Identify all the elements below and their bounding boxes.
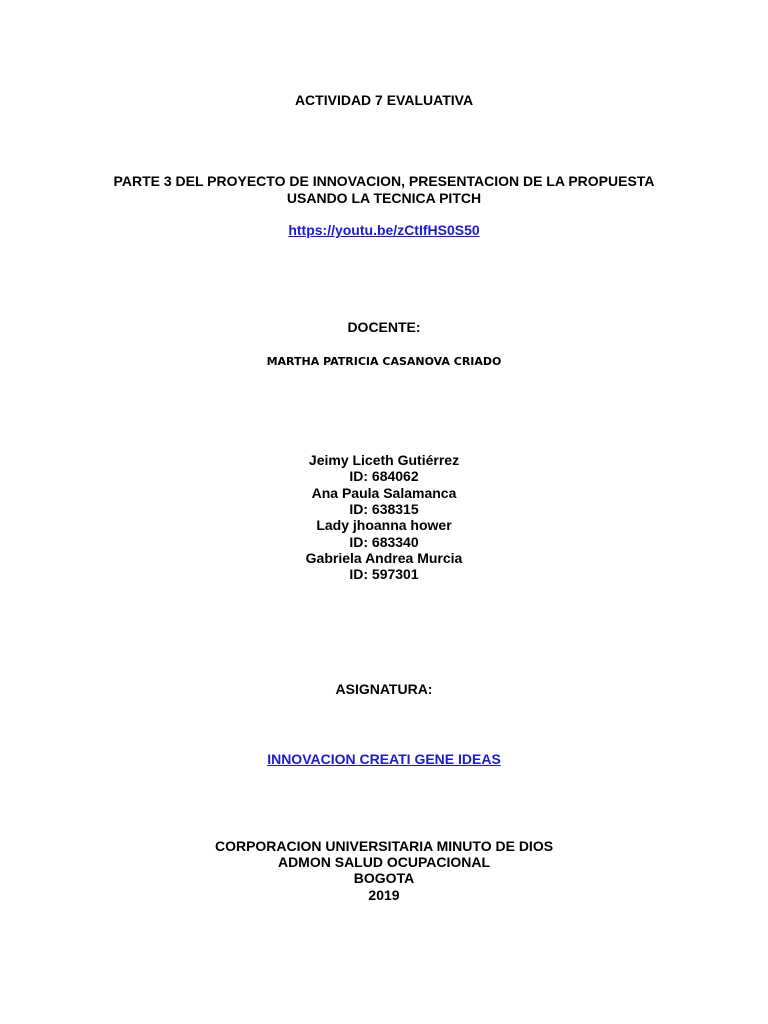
student-name: Lady jhoanna hower	[316, 517, 452, 533]
subtitle-line-2: USANDO LA TECNICA PITCH	[286, 190, 482, 206]
document-title: ACTIVIDAD 7 EVALUATIVA	[294, 92, 474, 108]
student-id: ID: 597301	[349, 566, 419, 582]
institution-program: ADMON SALUD OCUPACIONAL	[277, 854, 491, 870]
student-name: Ana Paula Salamanca	[311, 485, 457, 501]
docente-label: DOCENTE:	[347, 319, 421, 335]
asignatura-row	[0, 751, 768, 767]
student-id: ID: 638315	[349, 501, 419, 517]
docente-name: MARTHA PATRICIA CASANOVA CRIADO	[266, 355, 502, 368]
student-id: ID: 684062	[349, 468, 419, 484]
institution-city: BOGOTA	[353, 870, 415, 886]
subtitle-line-1: PARTE 3 DEL PROYECTO DE INNOVACION, PRESENTACION DE LA PROPUESTA	[113, 173, 655, 189]
asignatura-link[interactable]: INNOVACION CREATI GENE IDEAS	[267, 751, 501, 767]
asignatura-label: ASIGNATURA:	[335, 681, 433, 697]
student-name: Jeimy Liceth Gutiérrez	[308, 452, 460, 468]
video-link[interactable]: https://youtu.be/zCtIfHS0S50	[288, 222, 480, 238]
student-id: ID: 683340	[349, 534, 419, 550]
institution-year: 2019	[368, 887, 400, 903]
video-link-row	[0, 222, 768, 238]
student-name: Gabriela Andrea Murcia	[305, 550, 463, 566]
institution-name: CORPORACION UNIVERSITARIA MINUTO DE DIOS	[214, 838, 554, 854]
